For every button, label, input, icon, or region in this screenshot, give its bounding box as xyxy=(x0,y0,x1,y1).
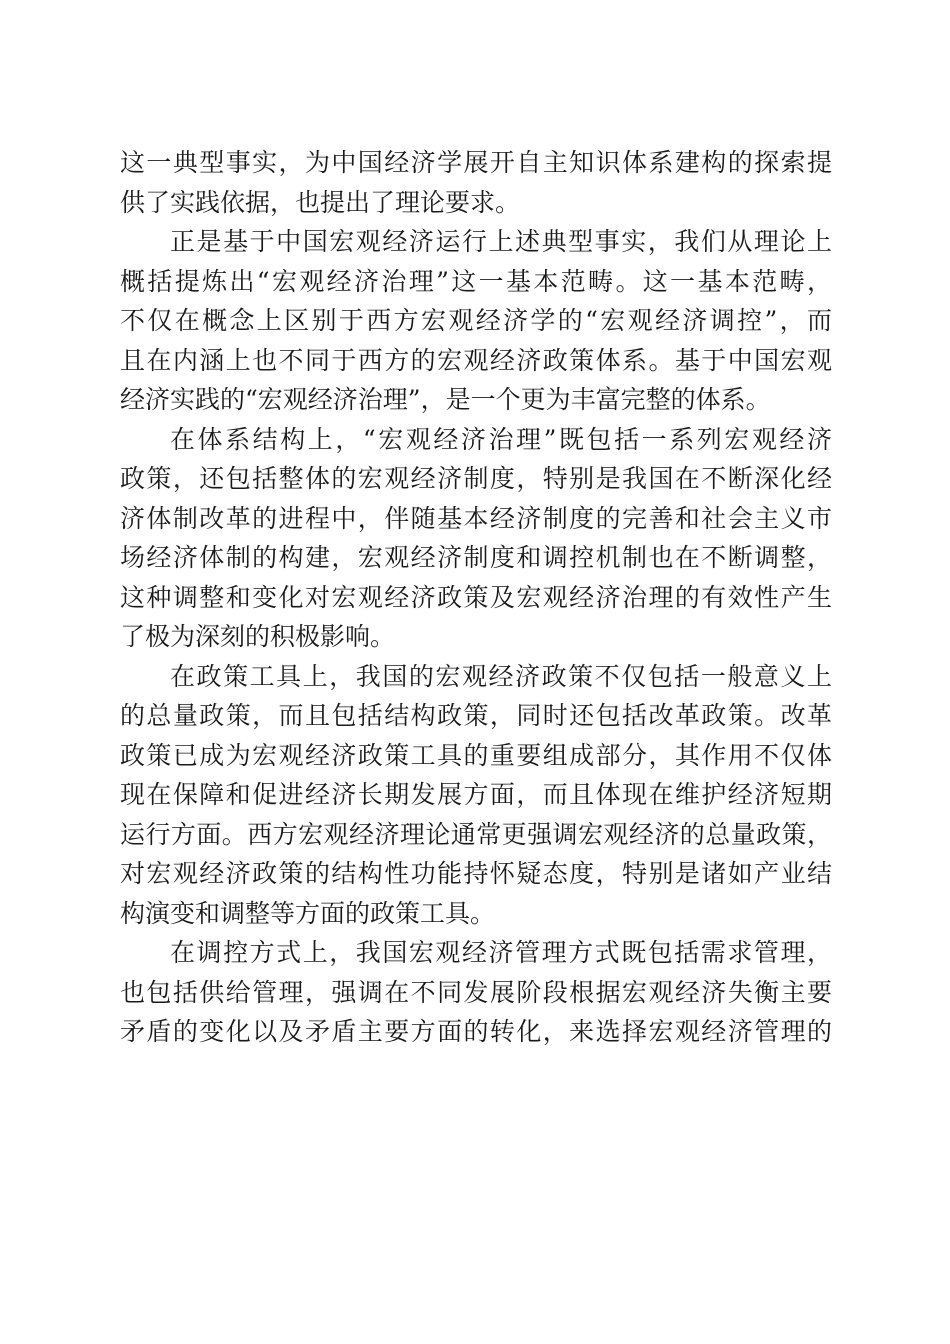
text-line: 且在内涵上也不同于西方的宏观经济政策体系。基于中国宏观 xyxy=(120,345,832,375)
text-line: 供了实践依据，也提出了理论要求。 xyxy=(120,187,521,217)
text-line: 济体制改革的进程中，伴随基本经济制度的完善和社会主义市 xyxy=(120,503,832,533)
text-line: 政策已成为宏观经济政策工具的重要组成部分，其作用不仅体 xyxy=(120,740,832,770)
text-line: 经济实践的“宏观经济治理”，是一个更为丰富完整的体系。 xyxy=(120,385,771,414)
text-line: 场经济体制的构建，宏观经济制度和调控机制也在不断调整， xyxy=(120,543,832,572)
paragraph-1 xyxy=(120,143,832,222)
paragraph-4 xyxy=(120,657,832,934)
body-text xyxy=(120,143,832,1052)
text-line: 这一典型事实，为中国经济学展开自主知识体系建构的探索提 xyxy=(120,148,832,177)
text-line: 这种调整和变化对宏观经济政策及宏观经济治理的有效性产生 xyxy=(120,582,832,612)
text-line: 构演变和调整等方面的政策工具。 xyxy=(120,898,496,928)
text-line: 的总量政策，而且包括结构政策，同时还包括改革政策。改革 xyxy=(120,701,832,730)
text-line: 政策，还包括整体的宏观经济制度，特别是我国在不断深化经 xyxy=(120,464,832,493)
text-line: 在政策工具上，我国的宏观经济政策不仅包括一般意义上 xyxy=(170,661,832,691)
text-line: 概括提炼出“宏观经济治理”这一基本范畴。这一基本范畴， xyxy=(120,266,832,296)
text-line: 矛盾的变化以及矛盾主要方面的转化，来选择宏观经济管理的 xyxy=(120,1017,832,1046)
text-line: 不仅在概念上区别于西方宏观经济学的“宏观经济调控”，而 xyxy=(120,306,832,335)
text-line: 在体系结构上，“宏观经济治理”既包括一系列宏观经济 xyxy=(170,424,832,454)
text-line: 正是基于中国宏观经济运行上述典型事实，我们从理论上 xyxy=(170,227,832,256)
paragraph-5 xyxy=(120,933,832,1052)
text-line: 在调控方式上，我国宏观经济管理方式既包括需求管理， xyxy=(170,938,832,967)
paragraph-2 xyxy=(120,222,832,420)
text-line: 现在保障和促进经济长期发展方面，而且体现在维护经济短期 xyxy=(120,780,832,809)
text-line: 对宏观经济政策的结构性功能持怀疑态度，特别是诸如产业结 xyxy=(120,859,832,888)
text-line: 了极为深刻的积极影响。 xyxy=(120,622,396,651)
text-line: 运行方面。西方宏观经济理论通常更强调宏观经济的总量政策， xyxy=(120,819,832,849)
text-line: 也包括供给管理，强调在不同发展阶段根据宏观经济失衡主要 xyxy=(120,977,832,1007)
paragraph-3 xyxy=(120,420,832,657)
